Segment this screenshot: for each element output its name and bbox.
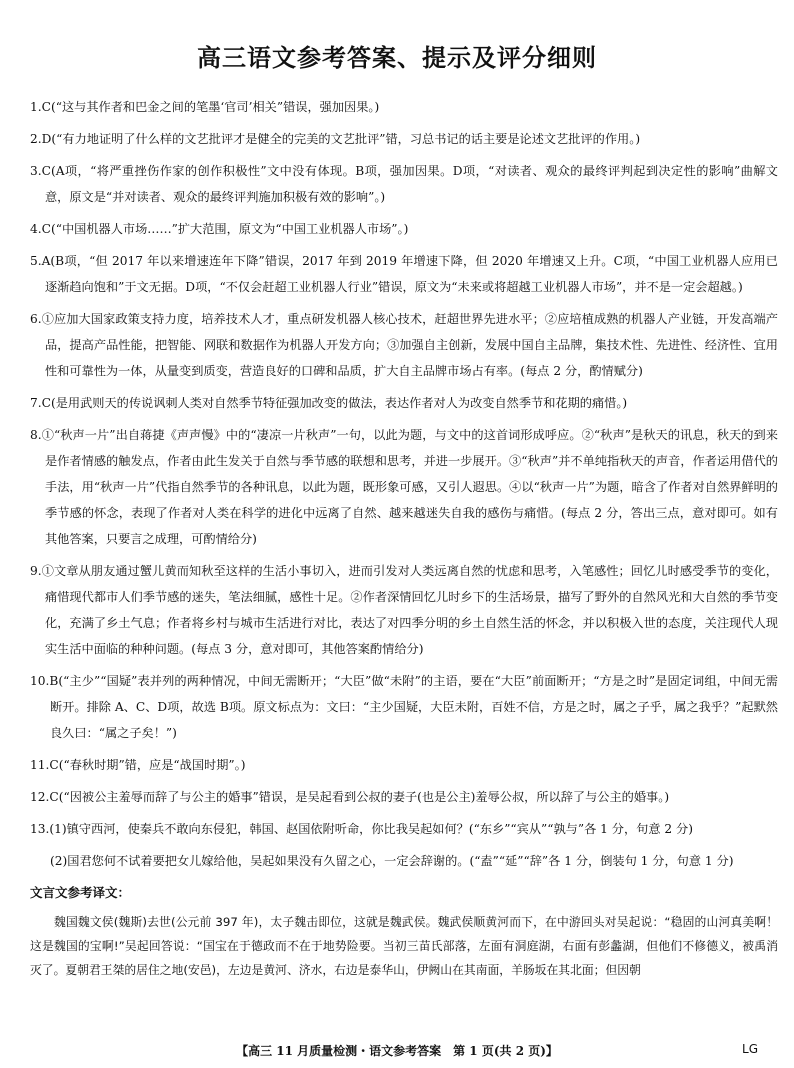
answer-13-part2: (2)国君您何不试着要把女儿嫁给他，吴起如果没有久留之心，一定会辞谢的。(“盍”“延”“辞”各 1 分，倒装句 1 分，句意 1 分) [50,854,734,868]
answer-2: 2.D(“有力地证明了什么样的文艺批评才是健全的完美的文艺批评”错，习总书记的话主要是论述文艺批评的作用。) [30,132,641,146]
answer-content [30,94,778,982]
answer-13-part1: 13.(1)镇守西河，使秦兵不敢向东侵犯，韩国、赵国依附听命，你比我吴起如何？(“东乡”“宾从”“孰与”各 1 分，句意 2 分) [30,822,693,836]
answer-11: 11.C(“春秋时期”错，应是“战国时期”。) [30,758,246,772]
answer-8: 8.①“秋声一片”出自蒋捷《声声慢》中的“凄凉一片秋声”一句，以此为题，与文中的这首词形成呼应。②“秋声”是秋天的讯息，秋天的到来是作者情感的触发点，作者由此生发关于自然与季节感的联想和思考，并进一步展开。③“秋声”并不单纯指秋天的声音，作者运用借代的手法，用“秋声一片”代指自然季节的各种讯息，以此为题，既形象可感，又引人遐思。④以“秋声一片”为题，暗含了作者对自然界鲜明的季节感的怀念，表现了作者对人类在科学的进化中远离了自然、越来越迷失自我的感伤与痛惜。(每点 2 分，答出三点，意对即可。如有其他答案，只要言之成理，可酌情给分) [30,428,778,546]
answer-6: 6.①应加大国家政策支持力度，培养技术人才，重点研发机器人核心技术，赶超世界先进水平；②应培植成熟的机器人产业链，开发高端产品，提高产品性能，把智能、网联和数据作为机器人开发方向；③加强自主创新，发展中国自主品牌，集技术性、先进性、经济性、宜用性和可靠性为一体，从量变到质变，营造良好的口碑和品质，扩大自主品牌市场占有率。(每点 2 分，酌情赋分) [30,312,778,378]
answer-3: 3.C(A项，“将严重挫伤作家的创作积极性”文中没有体现。B项，强加因果。D项，“对读者、观众的最终评判起到决定性的影响”曲解文意，原文是“并对读者、观众的最终评判施加积极有效的影响”。) [30,164,778,204]
answer-10: 10.B(“主少”“国疑”表并列的两种情况，中间无需断开；“大臣”做“未附”的主语，要在“大臣”前面断开；“方是之时”是固定词组，中间无需断开。排除 A、C、D项，故选 B项。原文标点为：文曰：“主少国疑，大臣未附，百姓不信，方是之时，属之子乎，属之我乎？”起默然良久曰：“属之子矣！”) [30,674,778,740]
answer-12: 12.C(“因被公主羞辱而辞了与公主的婚事”错误，是吴起看到公叔的妻子(也是公主)羞辱公叔，所以辞了与公主的婚事。) [30,790,670,804]
answer-9: 9.①文章从朋友通过蟹儿黄而知秋至这样的生活小事切入，进而引发对人类远离自然的忧虑和思考，入笔感性；回忆儿时感受季节的变化，痛惜现代都市人们季节感的迷失，笔法细腻，感性十足。②作者深情回忆儿时乡下的生活场景，描写了野外的自然风光和大自然的季节变化，充满了乡土气息；作者将乡村与城市生活进行对比，表达了对四季分明的乡土自然生活的怀念，并以积极入世的态度，关注现代人现实生活中面临的种种问题。(每点 3 分，意对即可，其他答案酌情给分) [30,564,778,656]
page-title: 高三语文参考答案、提示及评分细则 [197,44,597,72]
page-footer: 【高三 11 月质量检测・语文参考答案 第 1 页(共 2 页)】 [236,1044,558,1058]
answer-7: 7.C(是用武则天的传说讽刺人类对自然季节特征强加改变的做法，表达作者对人为改变自然季节和花期的痛惜。) [30,396,628,410]
footer-code: LG [742,1042,758,1056]
answer-4: 4.C(“中国机器人市场……”扩大范围，原文为“中国工业机器人市场”。) [30,222,409,236]
translation-text: 魏国魏文侯(魏斯)去世(公元前 397 年)，太子魏击即位，这就是魏武侯。魏武侯顺黄河而下，在中游回头对吴起说：“稳固的山河真美啊！这是魏国的宝啊!”吴起回答说：“国宝在于德政而不在于地势险要。当初三苗氏部落，左面有洞庭湖，右面有彭蠡湖，但他们不修德义，被禹消灭了。夏朝君王桀的居住之地(安邑)，左边是黄河、济水，右边是泰华山，伊阙山在其南面，羊肠坂在其北面；但因朝 [30,915,778,977]
translation-heading: 文言文参考译文： [30,885,131,900]
answer-1: 1.C(“这与其作者和巴金之间的笔墨‘官司’相关”错误，强加因果。) [30,100,380,114]
answer-5: 5.A(B项，“但 2017 年以来增速连年下降”错误，2017 年到 2019 年增速下降，但 2020 年增速又上升。C项，“中国工业机器人应用已逐渐趋向饱和”于文无据。D项，“不仅会赶超工业机器人行业”错误，原文为“未来或将超越工业机器人市场”，并不是一定会超越。) [30,254,778,294]
